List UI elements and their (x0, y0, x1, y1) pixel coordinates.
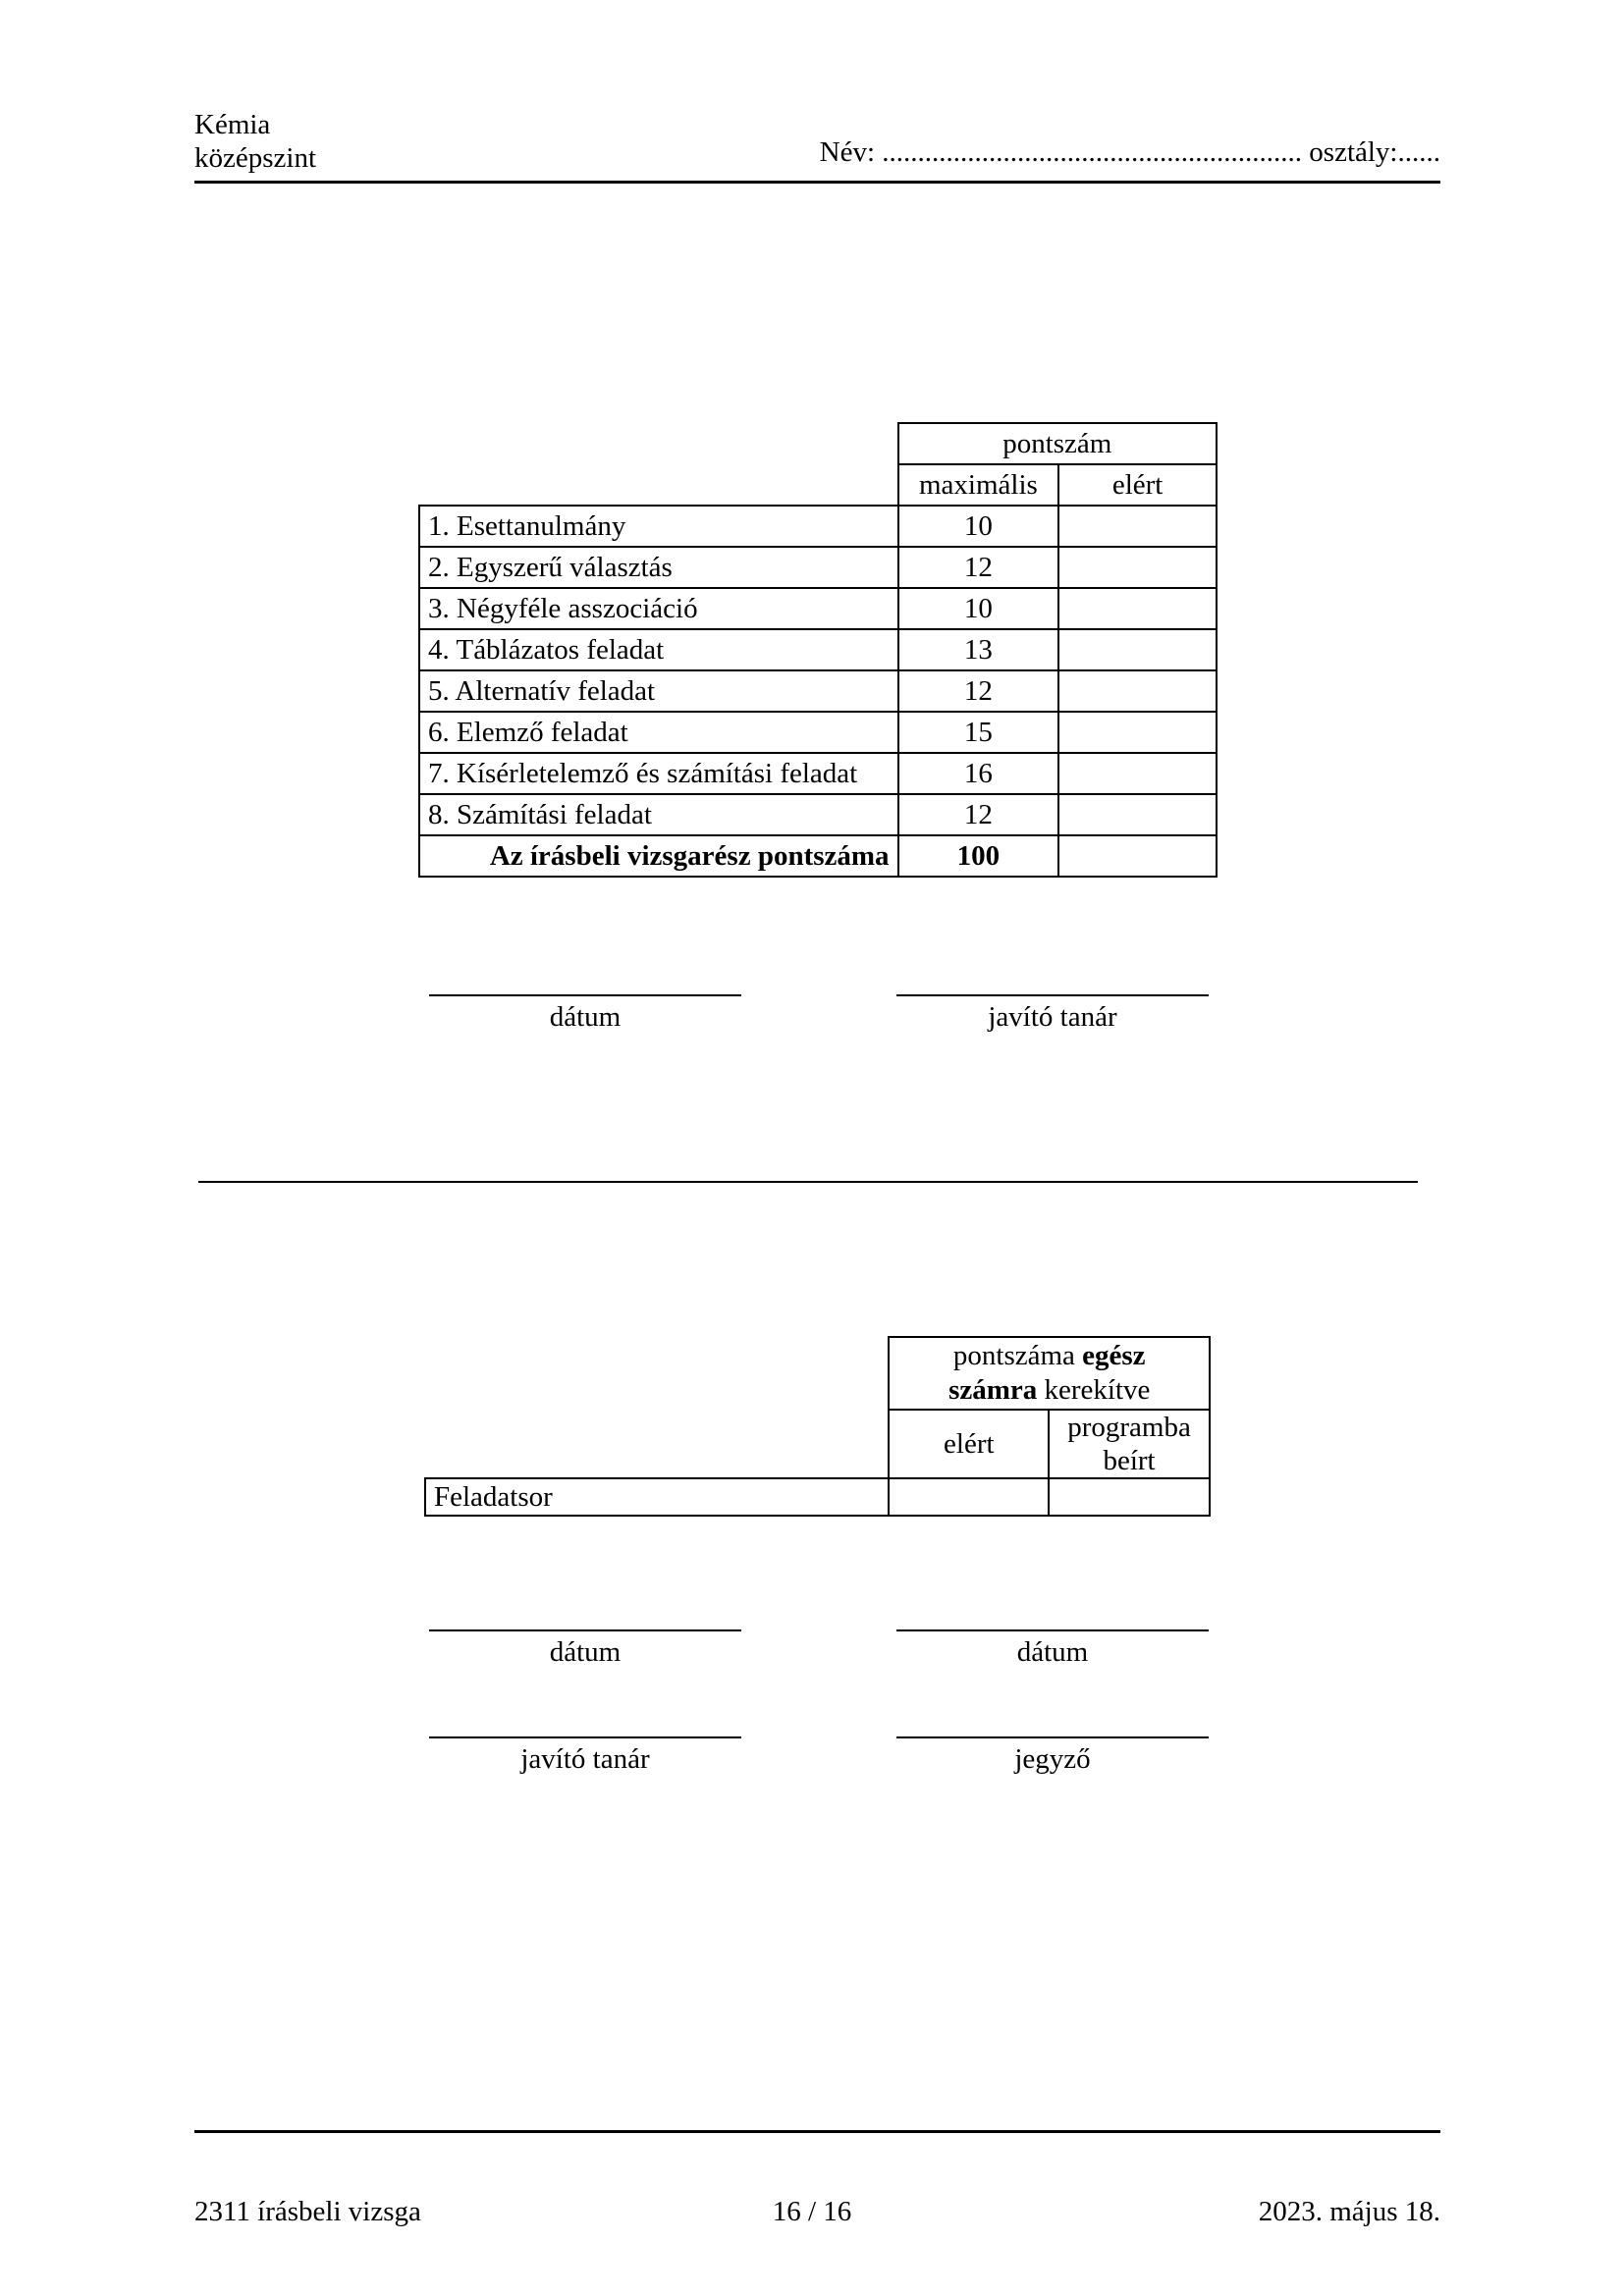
signature-line (429, 1629, 741, 1631)
footer-rule (194, 2130, 1440, 2133)
signature-date-2 (429, 1629, 741, 1669)
signature-line (429, 1736, 741, 1738)
task-achieved-cell[interactable] (1058, 712, 1217, 753)
score-row (419, 506, 1217, 547)
total-max: 100 (898, 835, 1059, 877)
task-achieved-cell[interactable] (1058, 794, 1217, 835)
signature-notary (896, 1736, 1209, 1776)
col-achieved-header: elért (889, 1410, 1049, 1478)
task-name: 6. Elemző feladat (419, 712, 898, 753)
signature-date-3 (896, 1629, 1209, 1669)
task-achieved-cell[interactable] (1058, 588, 1217, 629)
rounded-score-table (424, 1336, 1211, 1517)
points-group-header: pontszám (898, 423, 1217, 464)
task-max-points: 12 (898, 794, 1059, 835)
signature-line (896, 994, 1209, 996)
total-achieved-cell[interactable] (1058, 835, 1217, 877)
level-label: középszint (194, 142, 317, 174)
footer-page-number: 16 / 16 (772, 2196, 852, 2227)
task-name: 4. Táblázatos feladat (419, 629, 898, 670)
task-max-points: 12 (898, 670, 1059, 712)
signature-label: dátum (1016, 1636, 1089, 1668)
empty-corner (419, 423, 898, 464)
signature-label: dátum (549, 1001, 622, 1033)
task-max-points: 12 (898, 547, 1059, 588)
task-name: 1. Esettanulmány (419, 506, 898, 547)
task-achieved-cell[interactable] (1058, 629, 1217, 670)
empty-corner-2 (425, 1410, 889, 1478)
score-row (419, 670, 1217, 712)
task-max-points: 16 (898, 753, 1059, 794)
section-separator (198, 1181, 1418, 1183)
task-achieved-cell[interactable] (1058, 506, 1217, 547)
score-row (419, 588, 1217, 629)
col-max-header: maximális (898, 464, 1059, 506)
header-subject-block (194, 108, 316, 175)
score-table (418, 422, 1218, 878)
task-achieved-cell[interactable] (1058, 670, 1217, 712)
signature-label: dátum (549, 1636, 622, 1668)
header-rule (194, 181, 1440, 184)
score-row (419, 794, 1217, 835)
task-max-points: 15 (898, 712, 1059, 753)
signature-label: javító tanár (520, 1743, 650, 1775)
signature-line (429, 994, 741, 996)
col-achieved-header: elért (1058, 464, 1217, 506)
name-class-field: Név: ........................................................... osztály:...... (819, 136, 1440, 168)
signature-line (896, 1736, 1209, 1738)
score-row (419, 753, 1217, 794)
row-label-feladatsor: Feladatsor (425, 1478, 889, 1516)
task-max-points: 10 (898, 588, 1059, 629)
task-max-points: 13 (898, 629, 1059, 670)
signature-label: jegyző (1014, 1743, 1091, 1775)
total-label: Az írásbeli vizsgarész pontszáma (419, 835, 898, 877)
col-entered-header: programba beírt (1049, 1410, 1210, 1478)
achieved-cell[interactable] (889, 1478, 1049, 1516)
task-name: 3. Négyféle asszociáció (419, 588, 898, 629)
task-name: 7. Kísérletelemző és számítási feladat (419, 753, 898, 794)
signature-label: javító tanár (988, 1001, 1117, 1033)
footer-date: 2023. május 18. (1258, 2196, 1440, 2227)
task-max-points: 10 (898, 506, 1059, 547)
signature-teacher-2 (429, 1736, 741, 1776)
score-row (419, 629, 1217, 670)
score-row (419, 712, 1217, 753)
signature-date-1 (429, 994, 741, 1034)
signature-teacher-1 (896, 994, 1209, 1034)
empty-corner (425, 1337, 889, 1410)
score-row (419, 547, 1217, 588)
subject-label: Kémia (194, 109, 271, 140)
empty-corner-2 (419, 464, 898, 506)
rounded-group-header: pontszáma egész számra kerekítve (889, 1337, 1210, 1410)
task-name: 8. Számítási feladat (419, 794, 898, 835)
footer-exam-code: 2311 írásbeli vizsga (194, 2196, 421, 2227)
task-achieved-cell[interactable] (1058, 547, 1217, 588)
task-name: 2. Egyszerű választás (419, 547, 898, 588)
task-name: 5. Alternatív feladat (419, 670, 898, 712)
entered-cell[interactable] (1049, 1478, 1210, 1516)
signature-line (896, 1629, 1209, 1631)
task-achieved-cell[interactable] (1058, 753, 1217, 794)
